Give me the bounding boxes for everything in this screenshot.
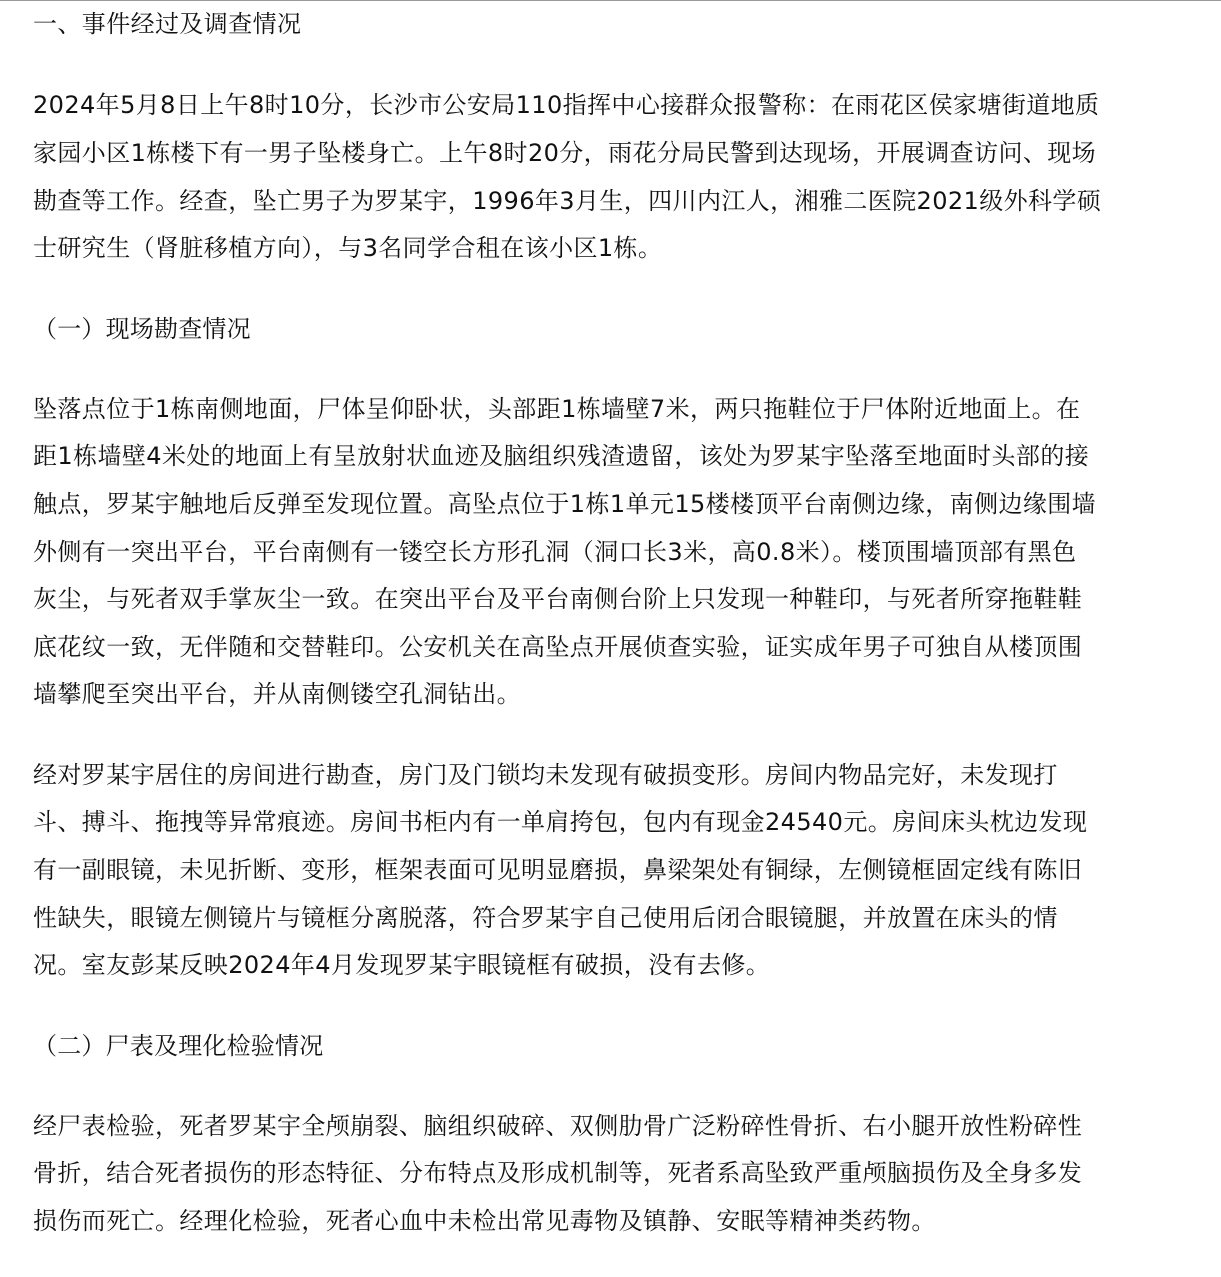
paragraph-line: 家园小区1栋楼下有一男子坠楼身亡。上午8时20分，雨花分局民警到达现场，开展调查访问、现场 bbox=[33, 139, 1097, 167]
paragraph-line: 经尸表检验，死者罗某宇全颅崩裂、脑组织破碎、双侧肋骨广泛粉碎性骨折、右小腿开放性粉碎性 bbox=[33, 1112, 1083, 1140]
paragraph-line: 况。室友彭某反映2024年4月发现罗某宇眼镜框有破损，没有去修。 bbox=[33, 951, 771, 979]
paragraph-line: 骨折，结合死者损伤的形态特征、分布特点及形成机制等，死者系高坠致严重颅脑损伤及全身多发 bbox=[33, 1159, 1083, 1187]
subsection-title-autopsy: （二）尸表及理化检验情况 bbox=[33, 1032, 324, 1060]
paragraph-line: 有一副眼镜，未见折断、变形，框架表面可见明显磨损，鼻梁架处有铜绿，左侧镜框固定线有陈旧 bbox=[33, 856, 1083, 884]
paragraph-line: 士研究生（肾脏移植方向），与3名同学合租在该小区1栋。 bbox=[33, 234, 663, 262]
section-title: 一、事件经过及调查情况 bbox=[33, 10, 302, 38]
paragraph-line: 墙攀爬至突出平台，并从南侧镂空孔洞钻出。 bbox=[33, 680, 521, 708]
paragraph-line: 经对罗某宇居住的房间进行勘查，房门及门锁均未发现有破损变形。房间内物品完好，未发现打 bbox=[33, 761, 1058, 789]
paragraph-line: 底花纹一致，无伴随和交替鞋印。公安机关在高坠点开展侦查实验，证实成年男子可独自从楼顶围 bbox=[33, 633, 1083, 661]
paragraph-line: 坠落点位于1栋南侧地面，尸体呈仰卧状，头部距1栋墙壁7米，两只拖鞋位于尸体附近地面上。在 bbox=[33, 395, 1081, 423]
paragraph-line: 勘查等工作。经查，坠亡男子为罗某宇，1996年3月生，四川内江人，湘雅二医院2021级外科学硕 bbox=[33, 187, 1102, 215]
paragraph-line: 灰尘，与死者双手掌灰尘一致。在突出平台及平台南侧台阶上只发现一种鞋印，与死者所穿拖鞋鞋 bbox=[33, 585, 1083, 613]
paragraph-line: 损伤而死亡。经理化检验，死者心血中未检出常见毒物及镇静、安眠等精神类药物。 bbox=[33, 1207, 936, 1235]
paragraph-line: 2024年5月8日上午8时10分，长沙市公安局110指挥中心接群众报警称：在雨花区侯家塘街道地质 bbox=[33, 91, 1100, 119]
paragraph-line: 斗、搏斗、拖拽等异常痕迹。房间书柜内有一单肩挎包，包内有现金24540元。房间床头枕边发现 bbox=[33, 808, 1088, 836]
paragraph-line: 触点，罗某宇触地后反弹至发现位置。高坠点位于1栋1单元15楼楼顶平台南侧边缘，南侧边缘围墙 bbox=[33, 490, 1097, 518]
paragraph-line: 外侧有一突出平台，平台南侧有一镂空长方形孔洞（洞口长3米，高0.8米）。楼顶围墙顶部有黑色 bbox=[33, 538, 1077, 566]
paragraph-line: 性缺失，眼镜左侧镜片与镜框分离脱落，符合罗某宇自己使用后闭合眼镜腿，并放置在床头的情 bbox=[33, 904, 1058, 932]
subsection-title-scene-inspection: （一）现场勘查情况 bbox=[33, 315, 251, 343]
paragraph-line: 距1栋墙壁4米处的地面上有呈放射状血迹及脑组织残渣遗留，该处为罗某宇坠落至地面时头部的接 bbox=[33, 442, 1090, 470]
